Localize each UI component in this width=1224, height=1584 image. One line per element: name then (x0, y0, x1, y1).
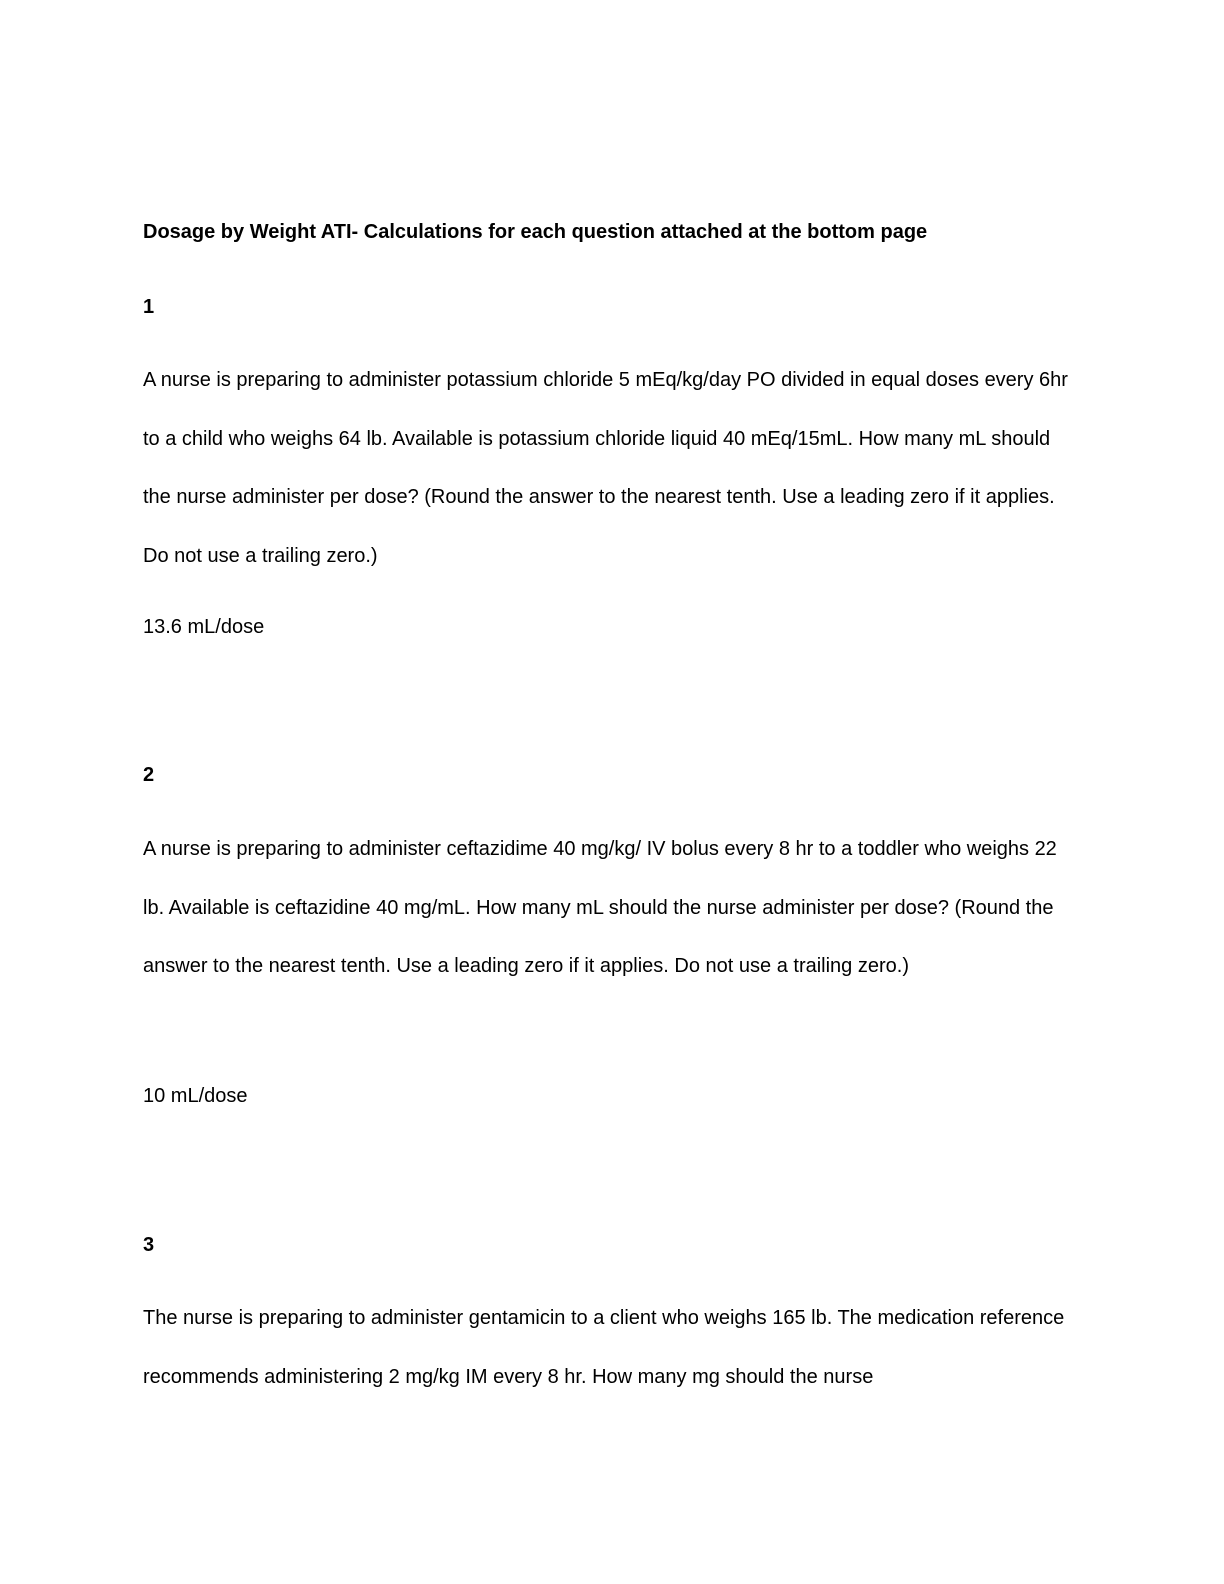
question-1-answer: 13.6 mL/dose (143, 616, 265, 638)
question-1-number: 1 (143, 296, 155, 318)
document-title: Dosage by Weight ATI- Calculations for each question attached at the bottom page (143, 221, 928, 243)
question-2-number: 2 (143, 764, 155, 786)
question-2-answer: 10 mL/dose (143, 1085, 248, 1107)
question-2-text: A nurse is preparing to administer ceftazidime 40 mg/kg/ IV bolus every 8 hr to a toddler who weighs 22 lb. Available is ceftazidine 40 mg/mL. How many mL should the nurse administer per dose? (Round the answer to the nearest tenth. Use a leading zero if it applies. Do not use a trailing zero.) (143, 838, 1057, 977)
question-3-text: The nurse is preparing to administer gentamicin to a client who weighs 165 lb. The medication reference recommends administering 2 mg/kg IM every 8 hr. How many mg should the nurse (143, 1307, 1065, 1388)
question-1-text: A nurse is preparing to administer potassium chloride 5 mEq/kg/day PO divided in equal doses every 6hr to a child who weighs 64 lb. Available is potassium chloride liquid 40 mEq/15mL. How many mL should the nurse administer per dose? (Round the answer to the nearest tenth. Use a leading zero if it applies. Do not use a trailing zero.) (143, 369, 1068, 567)
question-3-number: 3 (143, 1234, 155, 1256)
